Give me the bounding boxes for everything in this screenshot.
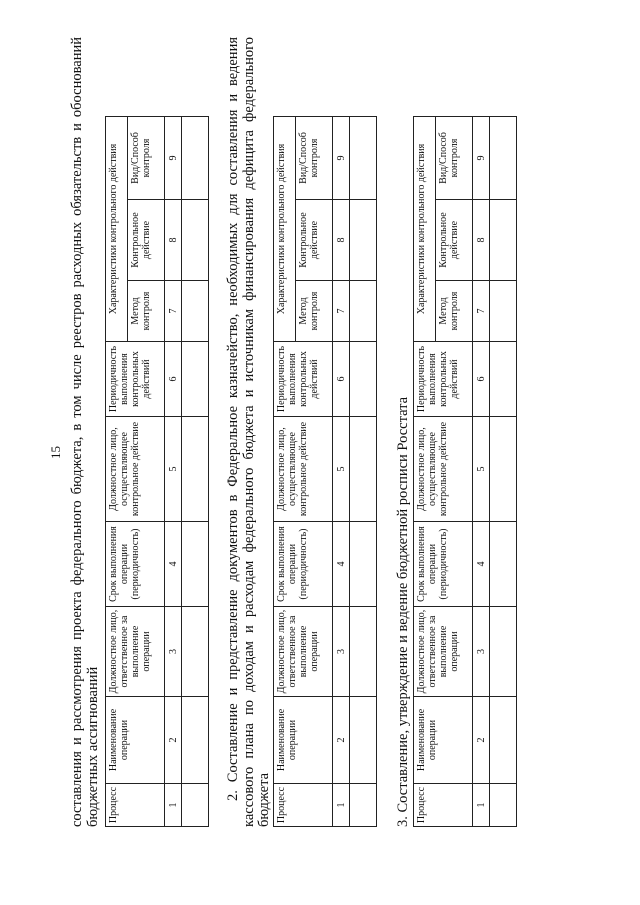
- column-number: 6: [333, 342, 350, 417]
- column-number: 7: [333, 281, 350, 342]
- header-operation-name: Наименование операции: [414, 697, 473, 784]
- table-cell: [350, 607, 377, 697]
- column-number: 5: [333, 417, 350, 522]
- header-characteristics: Характеристики контрольного действия: [414, 117, 436, 342]
- table-cell: [490, 417, 517, 522]
- column-number: 3: [165, 607, 182, 697]
- header-responsible: Должностное лицо, ответственное за выполнение операции: [274, 607, 333, 697]
- header-type: Вид/Способ контроля: [127, 117, 164, 200]
- table-cell: [490, 522, 517, 607]
- table-cell: [182, 607, 209, 697]
- header-periodicity: Периодичность выполнения контрольных действий: [274, 342, 333, 417]
- column-number: 3: [333, 607, 350, 697]
- control-table-1: [105, 116, 209, 827]
- header-controller: Должностное лицо, осуществляющее контрольное действие: [106, 417, 165, 522]
- table-cell: [182, 281, 209, 342]
- table-cell: [350, 697, 377, 784]
- header-type: Вид/Способ контроля: [435, 117, 472, 200]
- header-method: Метод контроля: [435, 281, 472, 342]
- header-characteristics: Характеристики контрольного действия: [106, 117, 128, 342]
- column-number: 4: [333, 522, 350, 607]
- column-number: 6: [165, 342, 182, 417]
- column-number: 1: [165, 784, 182, 827]
- table-cell: [182, 522, 209, 607]
- header-deadline: Срок выполнения операции (периодичность): [106, 522, 165, 607]
- column-number: 9: [333, 117, 350, 200]
- header-process: Процесс: [414, 784, 473, 827]
- table-cell: [490, 342, 517, 417]
- table-cell: [182, 784, 209, 827]
- header-periodicity: Периодичность выполнения контрольных действий: [414, 342, 473, 417]
- header-characteristics: Характеристики контрольного действия: [274, 117, 296, 342]
- column-number: 6: [473, 342, 490, 417]
- column-number: 7: [473, 281, 490, 342]
- column-number: 5: [165, 417, 182, 522]
- column-number: 8: [165, 200, 182, 281]
- header-controller: Должностное лицо, осуществляющее контрольное действие: [274, 417, 333, 522]
- header-control-action: Контрольное действие: [435, 200, 472, 281]
- table-cell: [350, 784, 377, 827]
- table-cell: [490, 281, 517, 342]
- header-process: Процесс: [274, 784, 333, 827]
- header-operation-name: Наименование операции: [274, 697, 333, 784]
- header-controller: Должностное лицо, осуществляющее контрольное действие: [414, 417, 473, 522]
- table-cell: [350, 281, 377, 342]
- table-cell: [182, 342, 209, 417]
- header-deadline: Срок выполнения операции (периодичность): [414, 522, 473, 607]
- table-cell: [350, 522, 377, 607]
- table-cell: [182, 697, 209, 784]
- table-cell: [490, 117, 517, 200]
- column-number: 9: [473, 117, 490, 200]
- table-cell: [490, 697, 517, 784]
- table-cell: [490, 607, 517, 697]
- header-method: Метод контроля: [127, 281, 164, 342]
- column-number: 5: [473, 417, 490, 522]
- column-number: 8: [473, 200, 490, 281]
- page-number: 15: [48, 446, 63, 459]
- column-number: 2: [333, 697, 350, 784]
- column-number: 8: [333, 200, 350, 281]
- table-cell: [490, 200, 517, 281]
- header-type: Вид/Способ контроля: [295, 117, 332, 200]
- table-cell: [350, 342, 377, 417]
- column-number: 4: [165, 522, 182, 607]
- column-number: 2: [473, 697, 490, 784]
- column-number: 4: [473, 522, 490, 607]
- column-number: 3: [473, 607, 490, 697]
- control-table-3: [413, 116, 517, 827]
- column-number: 7: [165, 281, 182, 342]
- table-cell: [350, 200, 377, 281]
- header-control-action: Контрольное действие: [295, 200, 332, 281]
- table-cell: [350, 117, 377, 200]
- table-cell: [350, 417, 377, 522]
- header-periodicity: Периодичность выполнения контрольных действий: [106, 342, 165, 417]
- table-cell: [182, 117, 209, 200]
- header-responsible: Должностное лицо, ответственное за выполнение операции: [106, 607, 165, 697]
- header-control-action: Контрольное действие: [127, 200, 164, 281]
- header-process: Процесс: [106, 784, 165, 827]
- header-responsible: Должностное лицо, ответственное за выполнение операции: [414, 607, 473, 697]
- control-table-2: [273, 116, 377, 827]
- table-cell: [490, 784, 517, 827]
- header-operation-name: Наименование операции: [106, 697, 165, 784]
- header-method: Метод контроля: [295, 281, 332, 342]
- paragraph-continuation: составления и рассмотрения проекта федерального бюджета, в том числе реестров расходных обязательств и обоснований бюджетных ассигнований: [69, 37, 101, 827]
- column-number: 9: [165, 117, 182, 200]
- header-deadline: Срок выполнения операции (периодичность): [274, 522, 333, 607]
- column-number: 1: [473, 784, 490, 827]
- section-3-heading: 3. Составление, утверждение и ведение бюджетной росписи Росстата: [395, 396, 411, 827]
- section-2-heading: 2. Составление и представление документов в Федеральное казначейство, необходимых для составления и ведения кассового плана по доходам и расходам федерального бюджета и источникам финансирования дефицита федерального бюджета: [225, 37, 272, 827]
- column-number: 1: [333, 784, 350, 827]
- column-number: 2: [165, 697, 182, 784]
- table-cell: [182, 417, 209, 522]
- table-cell: [182, 200, 209, 281]
